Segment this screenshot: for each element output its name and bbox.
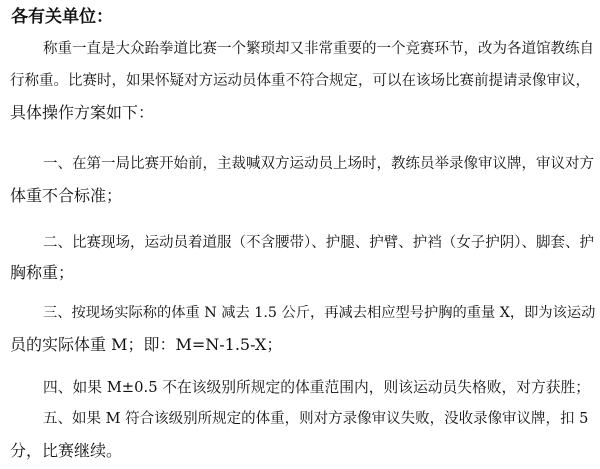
paragraph-line: 员的实际体重 M；即：M=N-1.5-X； [10,335,283,354]
paragraph-line: 三、按现场实际称的体重 N 减去 1.5 公斤，再减去相应型号护胸的重量 X，即为该运动 [43,305,596,321]
paragraph-line: 胸称重； [10,263,75,282]
paragraph-line: 二、比赛现场，运动员着道服（不含腰带）、护腿、护臂、护裆（女子护阴）、脚套、护 [43,235,594,251]
paragraph-line: 一、在第一局比赛开始前，主裁喊双方运动员上场时，教练员举录像审议牌，审议对方 [43,156,594,172]
paragraph-line: 行称重。比赛时，如果怀疑对方运动员体重不符合规定，可以在该场比赛前提请录像审议， [10,73,590,89]
paragraph-line: 分，比赛继续。 [10,441,123,460]
paragraph-line: 五、如果 M 符合该级别所规定的体重，则对方录像审议失败，没收录像审议牌，扣 5 [43,411,589,427]
paragraph-line: 体重不合标准； [10,186,123,205]
paragraph-line: 称重一直是大众跆拳道比赛一个繁琐却又非常重要的一个竞赛环节，改为各道馆教练自 [43,41,594,57]
paragraph-line: 四、如果 M±0.5 不在该级别所规定的体重范围内，则该运动员失格败，对方获胜； [43,379,591,396]
paragraph-line: 具体操作方案如下： [10,103,155,122]
document-heading: 各有关单位： [11,7,113,27]
